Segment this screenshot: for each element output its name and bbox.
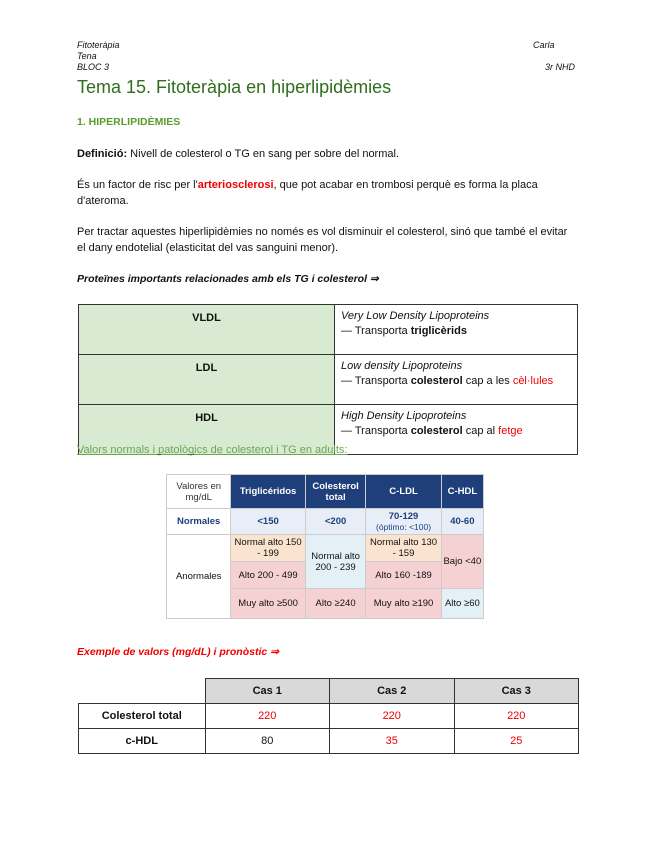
vt-h0: Valores en mg/dL xyxy=(167,475,231,509)
paragraph-treatment: Per tractar aquestes hiperlipidèmies no només es vol disminuir el colesterol, sinó que també el evitar el dany endotelial (elasticitat del vas sanguini menor). xyxy=(77,226,568,254)
header-subject: Fitoteràpia xyxy=(77,40,120,50)
ex-cell: 220 xyxy=(205,704,330,729)
vt-hdl-b: Bajo <40 xyxy=(441,535,483,589)
proteins-heading: Proteïnes importants relacionades amb els TG i colesterol ⇒ xyxy=(77,273,379,285)
vt-n-ct: <200 xyxy=(305,509,366,535)
protein-post: cap a les xyxy=(462,375,513,387)
vt-ct-a: Alto ≥240 xyxy=(305,589,366,619)
vt-hdl-a: Alto ≥60 xyxy=(441,589,483,619)
values-table xyxy=(166,474,484,619)
ex-col: Cas 2 xyxy=(330,679,455,704)
protein-full: Very Low Density Lipoproteins xyxy=(341,310,490,322)
ex-cell: 25 xyxy=(454,729,579,754)
ex-row-label: Colesterol total xyxy=(79,704,206,729)
vt-ldl-ma: Muy alto ≥190 xyxy=(366,589,441,619)
protein-desc xyxy=(335,305,578,355)
header-author: Carla xyxy=(533,40,555,50)
arteriosclerosi-term: arteriosclerosi xyxy=(197,179,274,191)
protein-bold: colesterol xyxy=(410,375,463,387)
vt-tg-na: Normal alto 150 - 199 xyxy=(231,535,305,562)
vt-tg-a: Alto 200 - 499 xyxy=(231,562,305,589)
ex-cell: 220 xyxy=(454,704,579,729)
vt-n-tg: <150 xyxy=(231,509,305,535)
proteins-table xyxy=(78,304,578,455)
vt-ldl-a: Alto 160 -189 xyxy=(366,562,441,589)
protein-full: Low density Lipoproteins xyxy=(341,360,463,372)
table-row xyxy=(79,729,579,754)
example-table xyxy=(78,678,579,754)
protein-red: cèl·lules xyxy=(512,375,554,387)
ex-cell: 35 xyxy=(330,729,455,754)
vt-abn-label: Anormales xyxy=(167,535,231,619)
vt-h3: C-LDL xyxy=(366,475,441,509)
vt-normal-label: Normales xyxy=(167,509,231,535)
paragraph-risk xyxy=(77,177,577,209)
ex-col: Cas 3 xyxy=(454,679,579,704)
protein-post: cap al xyxy=(462,425,499,437)
protein-name: VLDL xyxy=(79,305,335,355)
protein-bold: colesterol xyxy=(410,425,463,437)
protein-name: LDL xyxy=(79,355,335,405)
protein-desc xyxy=(335,405,578,455)
table-row xyxy=(167,475,484,509)
table-row xyxy=(167,535,484,562)
protein-desc xyxy=(335,355,578,405)
p2-c: , que pot acabar en trombosi perquè es forma la placa d'ateroma. xyxy=(77,179,538,207)
vt-ct-na: Normal alto 200 - 239 xyxy=(305,535,366,589)
protein-pre: — Transporta xyxy=(341,375,411,387)
vt-tg-ma: Muy alto ≥500 xyxy=(231,589,305,619)
ex-col: Cas 1 xyxy=(205,679,330,704)
table-row xyxy=(79,355,578,405)
vt-ldl-na: Normal alto 130 - 159 xyxy=(366,535,441,562)
table-row xyxy=(79,305,578,355)
ex-cell: 220 xyxy=(330,704,455,729)
header-name: Tena xyxy=(77,51,97,61)
protein-bold: triglicèrids xyxy=(410,325,467,337)
vt-h2: Colesterol total xyxy=(305,475,366,509)
definition xyxy=(77,146,577,162)
vt-h1: Triglicéridos xyxy=(231,475,305,509)
protein-red: fetge xyxy=(498,425,523,437)
p2-a: És un factor de risc per l' xyxy=(77,179,198,191)
ex-cell: 80 xyxy=(205,729,330,754)
section-heading: 1. HIPERLIPIDÈMIES xyxy=(77,116,181,128)
vt-h4: C-HDL xyxy=(441,475,483,509)
definition-label: Definició: xyxy=(77,148,128,160)
definition-text: Nivell de colesterol o TG en sang per sobre del normal. xyxy=(127,148,400,160)
protein-pre: — Transporta xyxy=(341,325,411,337)
vt-n-ldl-opt: (óptimo: <100) xyxy=(376,521,432,532)
values-link[interactable]: Valors normals i patològics de colesterol i TG en adults: xyxy=(77,444,348,456)
header-left xyxy=(77,40,120,73)
table-row xyxy=(79,704,579,729)
protein-full: High Density Lipoproteins xyxy=(341,410,467,422)
vt-n-hdl: 40-60 xyxy=(441,509,483,535)
ex-row-label: c-HDL xyxy=(79,729,206,754)
table-row xyxy=(79,679,579,704)
ex-empty xyxy=(79,679,206,704)
page-title: Tema 15. Fitoteràpia en hiperlipidèmies xyxy=(77,77,392,97)
protein-pre: — Transporta xyxy=(341,425,411,437)
header-course: 3r NHD xyxy=(545,62,576,72)
vt-n-ldl-val: 70-129 xyxy=(388,510,419,522)
header-bloc: BLOC 3 xyxy=(77,62,110,72)
protein-name: HDL xyxy=(79,405,335,455)
table-row xyxy=(167,509,484,535)
vt-n-ldl xyxy=(366,509,441,535)
example-heading: Exemple de valors (mg/dL) i pronòstic ⇒ xyxy=(77,646,279,658)
